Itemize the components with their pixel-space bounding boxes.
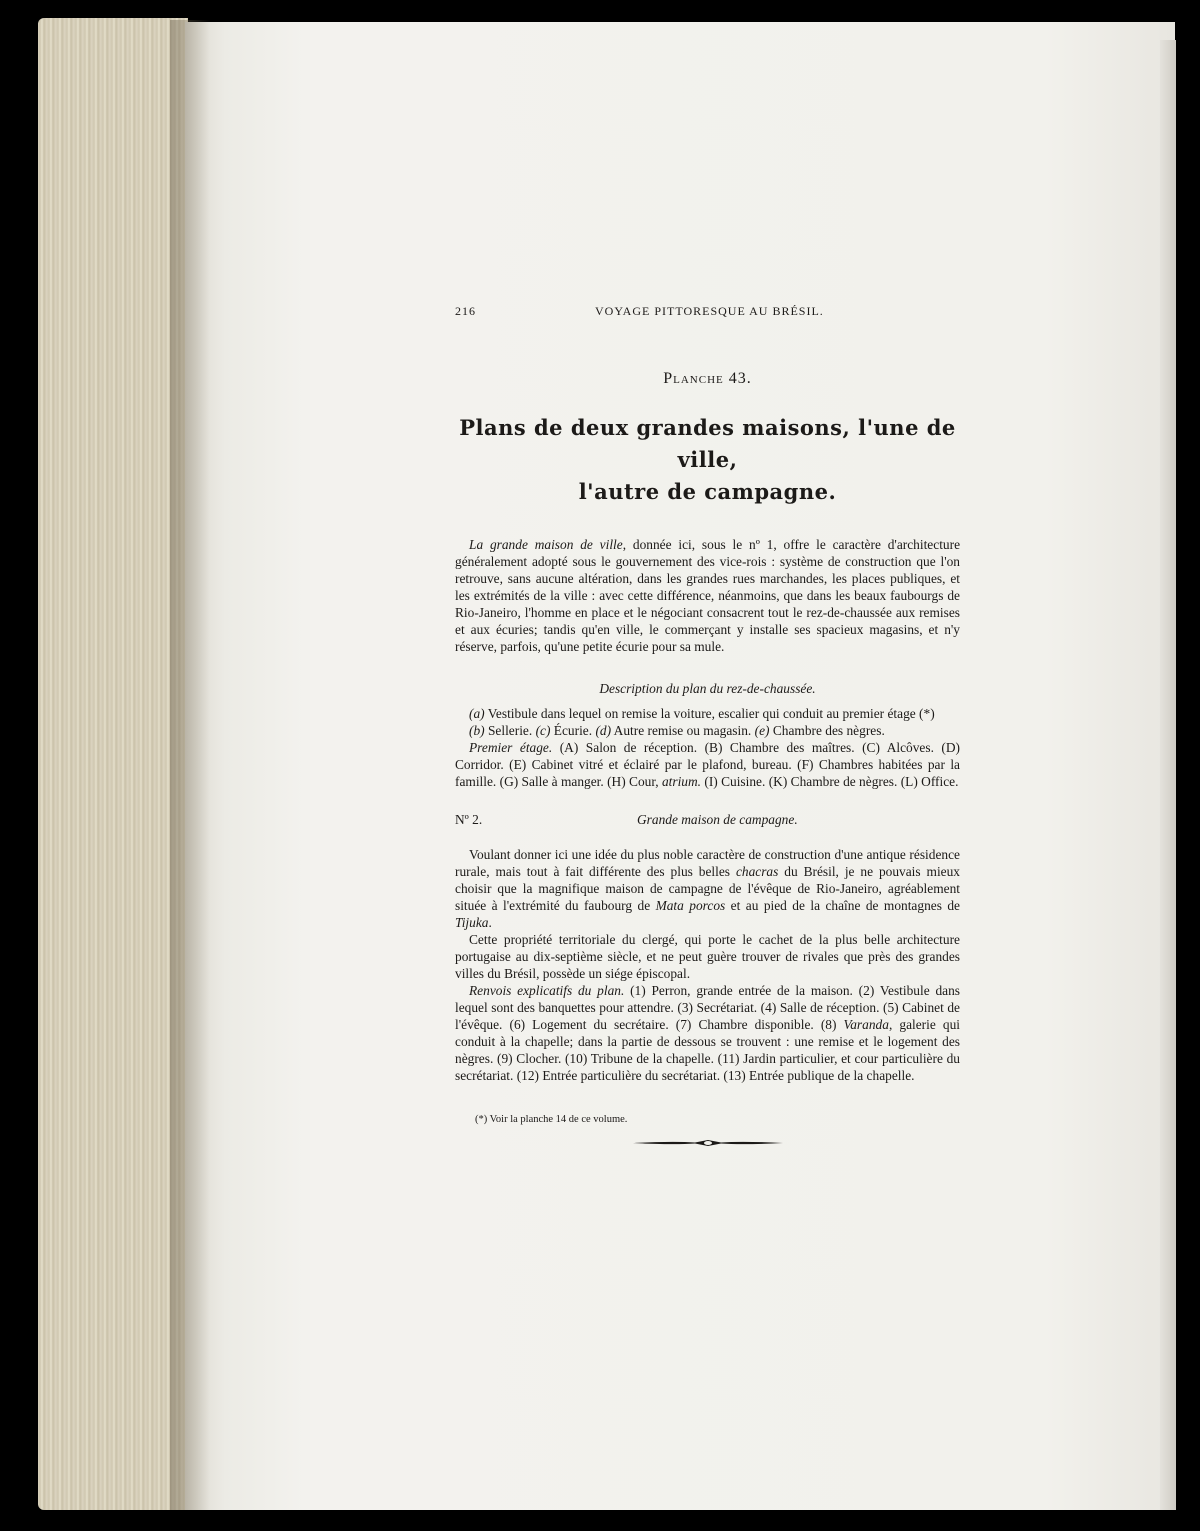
para2-text: du Brésil, je ne pouvais mieux choisir que la magnifique maison de campagne de l'évêque de Rio-Janeiro, agréablement située à l'extrémité du faubourg de — [455, 864, 960, 913]
ornament-rule — [633, 1137, 783, 1149]
item-letter: (c) — [535, 723, 551, 738]
item-text: Autre remise ou magasin. — [611, 723, 752, 738]
paragraph-clerge: Cette propriété territoriale du clergé, qui porte le cachet de la plus belle architecture portugaise au dix-septième siècle, et ne peut guère trouver de rivales que près des grandes villes du Brésil, possède un siége épiscopal. — [455, 932, 960, 981]
title-line-2: l'autre de campagne. — [578, 479, 837, 504]
paragraph-renvois — [455, 982, 960, 1084]
item-text: Chambre des nègres. — [769, 723, 885, 738]
description-heading: Description du plan du rez-de-chaussée. — [599, 681, 816, 696]
para1-lead: La grande maison de ville — [469, 537, 623, 552]
premier-text: (A) Salon de réception. (B) Chambre des maîtres. (C) Alcôves. (D) Corridor. (E) Cabinet vitré et éclairé par le plafond, bureau. (F) Chambres habitées par la famille. (G) Salle à manger. (H) Cour, — [455, 740, 961, 789]
para2-text: et au pied de la chaîne de montagnes de — [725, 898, 960, 913]
rez-line-b — [455, 722, 960, 739]
gutter-shadow — [170, 20, 210, 1510]
item-text: Écurie. — [550, 723, 593, 738]
para2-text: Voulant donner ici une idée du plus noble caractère de construction d'une antique résidence rurale, mais tout à fait différente des plus belles — [455, 847, 960, 879]
varanda-word: Varanda — [843, 1017, 889, 1032]
premier-text-end: (I) Cuisine. (K) Chambre de nègres. (L) Office. — [701, 774, 959, 789]
atrium-word: atrium. — [661, 774, 702, 789]
page-right-edge — [1160, 40, 1176, 1510]
section-no2 — [455, 812, 960, 832]
page-content — [455, 300, 960, 1154]
renvois-text-end: , galerie qui conduit à la chapelle; dans la partie de dessous se trouvent : une remise et le logement des nègres. (9) Clocher. (10) Tribune de la chapelle. (11) Jardin particulier, et cour particulière du secrétariat. (12) Entrée particulière du secrétariat. (13) Entrée publique de la chapelle. — [455, 1017, 960, 1083]
item-letter: (d) — [595, 723, 612, 738]
premier-lead: Premier étage. — [469, 740, 553, 755]
para2-text: . — [488, 915, 492, 930]
renvois-text: (1) Perron, grande entrée de la maison. (2) Vestibule dans lequel sont des banquettes pour attendre. (3) Secrétariat. (4) Salle de réception. (5) Cabinet de l'évêque. (6) Logement du secrétaire. (7) Chambre disponible. (8) — [455, 983, 960, 1032]
running-title: VOYAGE PITTORESQUE AU BRÉSIL. — [595, 304, 824, 318]
tijuka-word: Tijuka — [455, 915, 489, 930]
page-edges — [38, 18, 188, 1510]
chacras-word: chacras — [735, 864, 779, 879]
section-title: Grande maison de campagne. — [637, 812, 798, 827]
item-letter: (b) — [469, 723, 485, 738]
mata-porcos-word: Mata porcos — [655, 898, 726, 913]
running-head — [455, 300, 960, 322]
paragraph-ville — [455, 536, 960, 655]
para1-text: , donnée ici, sous le nº 1, offre le caractère d'architecture généralement adopté sous le gouvernement des vice-rois : système de construction que l'on retrouve, sans aucune altération, dans les grandes rues marchandes, les places publiques, et les extrémités de la ville : avec cette différence, néanmoins, que dans les beaux faubourgs de Rio-Janeiro, l'homme en place et le négociant consacrent tout le rez-de-chaussée aux remises et aux écuries; tandis qu'en ville, le commerçant y installe ses spacieux magasins, et n'y réserve, parfois, qu'une petite écurie pour sa mule. — [455, 537, 961, 654]
item-text: Vestibule dans lequel on remise la voiture, escalier qui conduit au premier étage (*) — [484, 706, 935, 721]
item-letter: (e) — [754, 723, 770, 738]
planche-heading — [455, 370, 960, 388]
item-letter: (a) — [469, 706, 485, 721]
premier-etage — [455, 739, 960, 790]
item-text: Sellerie. — [484, 723, 533, 738]
page-title — [455, 412, 960, 508]
page-number: 216 — [455, 304, 476, 318]
planche-label: Planche 43. — [663, 370, 752, 387]
footnote: (*) Voir la planche 14 de ce volume. — [475, 1114, 628, 1125]
renvois-lead: Renvois explicatifs du plan. — [469, 983, 625, 998]
section-number: Nº 2. — [455, 812, 483, 827]
paragraph-campagne — [455, 846, 960, 931]
rez-line-a — [455, 705, 960, 722]
title-line-1: Plans de deux grandes maisons, l'une de ville, — [459, 415, 956, 472]
